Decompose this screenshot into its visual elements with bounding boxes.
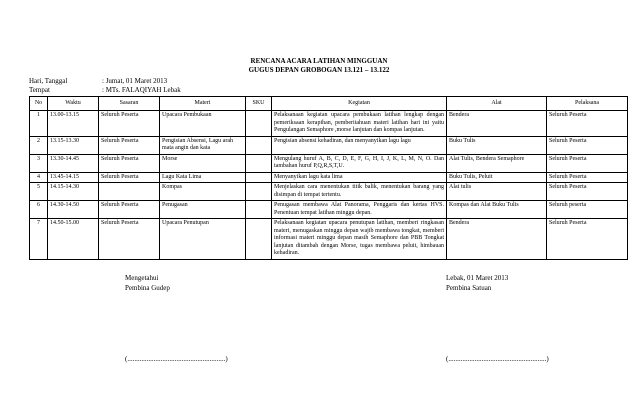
cell-waktu: 14.15-14.30: [48, 183, 99, 201]
cell-sasaran: Seluruh Peserta: [99, 219, 160, 260]
document-subtitle: GUGUS DEPAN GROBOGAN 13.121 – 13.122: [248, 66, 390, 74]
cell-materi: Kompas: [160, 183, 246, 201]
document-title: RENCANA ACARA LATIHAN MINGGUAN: [250, 57, 388, 65]
table-row: [30, 111, 628, 137]
cell-kegiatan: Pelaksanaan kegiatan upacara penutupan latihan, memberi ringkasan materi, menugaskan minggu depan wajib membawa tongkat, memberi informasi materi minggu depan masih Semaphore dan PBB Tongkat lanjutan ditambah dengan Morse, tugas membawa peluit, himbauan kehadiran.: [272, 219, 447, 260]
cell-materi: Morse: [160, 154, 246, 172]
cell-waktu: 14.30-14.50: [48, 201, 99, 219]
cell-pelaksana: Seluruh peserta: [547, 201, 628, 219]
place-value: : MTs. FALAQIYAH Lebak: [102, 86, 181, 94]
cell-sasaran: Seluruh Peserta: [99, 201, 160, 219]
signature-left-blank: (........................................................): [125, 355, 228, 363]
cell-pelaksana: Seluruh Peserta: [547, 111, 628, 137]
signature-left-heading: Mengetahui: [125, 274, 159, 282]
cell-sasaran: Seluruh Peserta: [99, 136, 160, 154]
cell-no: 1: [30, 111, 48, 137]
cell-sku: [246, 219, 272, 260]
table-row: [30, 154, 628, 172]
cell-no: 7: [30, 219, 48, 260]
cell-no: 2: [30, 136, 48, 154]
cell-sku: [246, 201, 272, 219]
cell-waktu: 14.50-15.00: [48, 219, 99, 260]
header-sku: SKU: [246, 97, 272, 111]
cell-materi: Upacara Penutupan: [160, 219, 246, 260]
cell-kegiatan: Pengisian absensi kehadiran, dan menyanyikan lagu lagu: [272, 136, 447, 154]
cell-pelaksana: Seluruh Peserta: [547, 183, 628, 201]
cell-waktu: 13.00-13.15: [48, 111, 99, 137]
header-pelaksana: Pelaksana: [547, 97, 628, 111]
cell-alat: Bendera: [447, 111, 547, 137]
cell-pelaksana: Seluruh Peserta: [547, 172, 628, 183]
cell-pelaksana: Seluruh Peserta: [547, 219, 628, 260]
cell-waktu: 13.30-14.45: [48, 154, 99, 172]
cell-alat: Alat Tulis, Bendera Semaphore: [447, 154, 547, 172]
signature-right-date: Lebak, 01 Maret 2013: [446, 274, 509, 282]
cell-materi: Pengisian Absensi, Lagu arah mata angin dan kata: [160, 136, 246, 154]
header-kegiatan: Kegiatan: [272, 97, 447, 111]
cell-alat: Buku Tulis, Peluit: [447, 172, 547, 183]
cell-waktu: 13.15-13.30: [48, 136, 99, 154]
cell-sku: [246, 111, 272, 137]
cell-sku: [246, 136, 272, 154]
day-label: Hari, Tanggal: [29, 77, 68, 85]
header-materi: Materi: [160, 97, 246, 111]
cell-waktu: 13.45-14.15: [48, 172, 99, 183]
table-row: [30, 172, 628, 183]
cell-sasaran: Seluruh Peserta: [99, 154, 160, 172]
cell-no: 4: [30, 172, 48, 183]
table-row: [30, 136, 628, 154]
table-row: [30, 201, 628, 219]
cell-kegiatan: Penugasan membawa Alat Panorama, Penggaris dan kertas HVS. Penentuan tempat latihan minggu depan.: [272, 201, 447, 219]
cell-kegiatan: Pelaksanaan kegiatan upacara pembukaan latihan lengkap dengan pemeriksaan kerapihan, pemberitahuan materi latihan hari ini yaitu Pengulangan Semaphore ,morse lanjutan dan kompas lanjutan.: [272, 111, 447, 137]
cell-no: 3: [30, 154, 48, 172]
day-value: : Jumat, 01 Maret 2013: [102, 77, 168, 85]
cell-pelaksana: Seluruh Peserta: [547, 154, 628, 172]
activity-table: [29, 96, 628, 260]
cell-kegiatan: Menyanyikan lagu kata lima: [272, 172, 447, 183]
cell-sasaran: Seluruh Peserta: [99, 111, 160, 137]
header-waktu: Waktu: [48, 97, 99, 111]
cell-alat: Kompas dan Alat Buku Tulis: [447, 201, 547, 219]
table-row: [30, 219, 628, 260]
header-no: No: [30, 97, 48, 111]
cell-materi: Lagu Kata Lima: [160, 172, 246, 183]
cell-sku: [246, 154, 272, 172]
cell-alat: Buku Tulis: [447, 136, 547, 154]
cell-pelaksana: Seluruh Peserta: [547, 136, 628, 154]
cell-no: 5: [30, 183, 48, 201]
cell-sasaran: Seluruh Peserta: [99, 172, 160, 183]
cell-materi: Penugasan: [160, 201, 246, 219]
cell-no: 6: [30, 201, 48, 219]
header-alat: Alat: [447, 97, 547, 111]
cell-sku: [246, 183, 272, 201]
cell-alat: Bendera: [447, 219, 547, 260]
cell-materi: Upacara Pembukaan: [160, 111, 246, 137]
signature-left-role: Pembina Gudep: [125, 284, 170, 292]
cell-kegiatan: Mengulang huruf A, B, C, D, E, F, G, H, I, J, K, L, M, N, O. Dan tambahan huruf P,Q,R,S,T,U.: [272, 154, 447, 172]
signature-right-blank: (........................................................): [446, 355, 549, 363]
signature-right-role: Pembina Satuan: [446, 284, 492, 292]
cell-kegiatan: Menjelaskan cara menentukan titik balik, menentukan barang yang disimpan di tempat tertentu.: [272, 183, 447, 201]
table-row: [30, 183, 628, 201]
cell-sku: [246, 172, 272, 183]
table-header-row: [30, 97, 628, 111]
place-label: Tempat: [29, 86, 50, 94]
header-sasaran: Sasaran: [99, 97, 160, 111]
cell-sasaran: [99, 183, 160, 201]
cell-alat: Alat tulis: [447, 183, 547, 201]
